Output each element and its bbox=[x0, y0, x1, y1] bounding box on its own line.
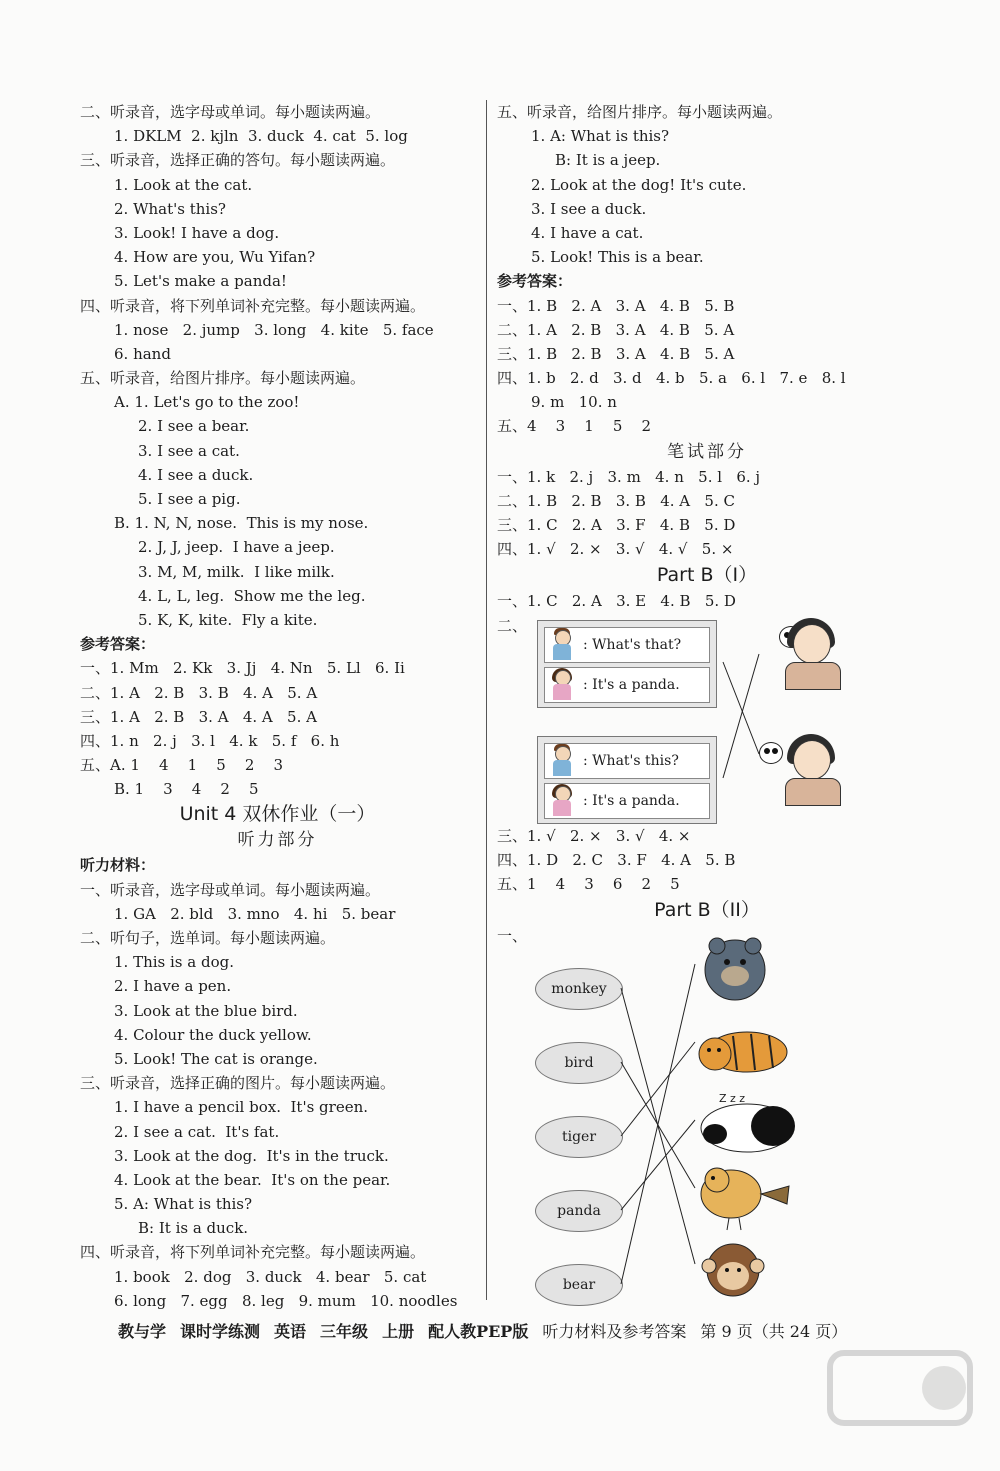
dialog-matching-diagram bbox=[497, 614, 917, 824]
dialog-question: : What's this? bbox=[583, 752, 679, 769]
footer-brand: 教与学 bbox=[118, 1321, 167, 1341]
text-line: 四、1. n 2. j 3. l 4. k 5. f 6. h bbox=[80, 731, 340, 750]
text-line: 三、1. B 2. B 3. A 4. B 5. A bbox=[497, 344, 735, 363]
part-b1-title: Part B（I） bbox=[656, 564, 758, 587]
footer-info: 听力材料及参考答案 bbox=[542, 1321, 687, 1341]
text-line: 4. How are you, Wu Yifan? bbox=[114, 248, 316, 267]
text-line: 1. A: What is this? bbox=[531, 127, 670, 146]
text-line: 听力材料： bbox=[80, 856, 156, 875]
text-line: 1. Look at the cat. bbox=[114, 175, 253, 194]
text-line: 5. I see a pig. bbox=[138, 490, 241, 508]
text-line: B: It is a jeep. bbox=[555, 151, 661, 170]
text-line: 五、4 3 1 5 2 bbox=[497, 417, 652, 436]
dialog-answer: : It's a panda. bbox=[583, 676, 680, 693]
left-column bbox=[80, 100, 475, 1313]
text-line: 二、听句子，选单词。每小题读两遍。 bbox=[80, 929, 336, 947]
text-line: 5. Look! This is a bear. bbox=[531, 248, 704, 267]
footer-subject: 英语 bbox=[274, 1321, 307, 1341]
footer-series: 课时学练测 bbox=[180, 1321, 261, 1341]
text-line: 三、听录音，选择正确的答句。每小题读两遍。 bbox=[80, 151, 396, 170]
text-line: 参考答案： bbox=[80, 635, 156, 654]
text-line: 四、1. D 2. C 3. F 4. A 5. B bbox=[497, 850, 736, 869]
text-line: A. 1. Let's go to the zoo! bbox=[114, 393, 300, 412]
text-line: 2. I see a bear. bbox=[138, 417, 250, 436]
unit-title: Unit 4 双休作业（一） bbox=[179, 803, 376, 826]
part-b2-title: Part B（II） bbox=[654, 899, 760, 922]
text-line: 2. I have a pen. bbox=[114, 977, 232, 996]
text-line: 1. GA 2. bld 3. mno 4. hi 5. bear bbox=[114, 904, 396, 923]
text-line: 6. long 7. egg 8. leg 9. mum 10. noodles bbox=[114, 1291, 458, 1310]
text-line: 5. K, K, kite. Fly a kite. bbox=[138, 610, 318, 629]
text-line: 3. M, M, milk. I like milk. bbox=[138, 562, 335, 581]
written-section-title: 笔试部分 bbox=[667, 441, 747, 462]
column-divider bbox=[486, 100, 487, 1300]
text-line: 一、1. B 2. A 3. A 4. B 5. B bbox=[497, 296, 735, 315]
text-line: 4. Colour the duck yellow. bbox=[114, 1025, 312, 1044]
text-line: 9. m 10. n bbox=[531, 393, 617, 412]
text-line: 四、1. b 2. d 3. d 4. b 5. a 6. l 7. e 8. l bbox=[497, 369, 846, 388]
text-line: 二、1. A 2. B 3. A 4. B 5. A bbox=[497, 320, 735, 339]
footer-volume: 上册 bbox=[382, 1321, 415, 1341]
text-line: 一、1. C 2. A 3. E 4. B 5. D bbox=[497, 592, 736, 611]
text-line: 三、听录音，选择正确的图片。每小题读两遍。 bbox=[80, 1074, 396, 1093]
text-line: 2. Look at the dog! It's cute. bbox=[531, 175, 747, 194]
dialog-answer: : It's a panda. bbox=[583, 792, 680, 809]
text-line: 5. Let's make a panda! bbox=[114, 272, 287, 291]
listening-section-title: 听力部分 bbox=[237, 830, 318, 851]
text-line: 2. I see a cat. It's fat. bbox=[114, 1122, 280, 1141]
text-line: 二、1. A 2. B 3. B 4. A 5. A bbox=[80, 683, 318, 702]
text-line: 5. A: What is this? bbox=[114, 1195, 253, 1214]
tiger-icon bbox=[699, 1032, 787, 1072]
animal-matching-diagram bbox=[497, 924, 917, 1304]
text-line: B. 1 3 4 2 5 bbox=[114, 780, 259, 799]
word-oval: bear bbox=[535, 1264, 623, 1306]
text-line: 4. L, L, leg. Show me the leg. bbox=[138, 586, 366, 605]
text-line: 3. I see a cat. bbox=[138, 441, 240, 460]
bear-icon bbox=[705, 938, 765, 1000]
watermark-logo bbox=[820, 1333, 980, 1453]
text-line: 3. Look at the blue bird. bbox=[114, 1001, 298, 1020]
text-line: 1. This is a dog. bbox=[114, 953, 234, 972]
animal-matching-lines bbox=[497, 924, 917, 1304]
text-line: 一、1. k 2. j 3. m 4. n 5. l 6. j bbox=[497, 467, 761, 486]
text-line: 1. DKLM 2. kjln 3. duck 4. cat 5. log bbox=[114, 127, 408, 146]
panda-icon bbox=[701, 1092, 795, 1152]
footer-page: 第 9 页（共 24 页） bbox=[700, 1321, 848, 1341]
text-line: 4. Look at the bear. It's on the pear. bbox=[114, 1170, 391, 1189]
girl-with-panda-picture bbox=[759, 616, 859, 688]
right-column bbox=[497, 100, 917, 1304]
word-oval: panda bbox=[535, 1190, 623, 1232]
text-line: 参考答案： bbox=[497, 272, 573, 291]
page-footer bbox=[118, 1315, 898, 1345]
text-line: 四、听录音，将下列单词补充完整。每小题读两遍。 bbox=[80, 1243, 426, 1262]
text-line: 二、听录音，选字母或单词。每小题读两遍。 bbox=[80, 103, 381, 121]
svg-text:Z z z: Z z z bbox=[719, 1092, 746, 1106]
text-line: 3. Look! I have a dog. bbox=[114, 223, 280, 242]
text-line: 3. I see a duck. bbox=[531, 199, 647, 218]
text-line: 四、听录音，将下列单词补充完整。每小题读两遍。 bbox=[80, 296, 426, 315]
text-line: B: It is a duck. bbox=[138, 1219, 249, 1238]
text-line: 1. book 2. dog 3. duck 4. bear 5. cat bbox=[114, 1267, 427, 1286]
text-line: 4. I have a cat. bbox=[531, 223, 644, 242]
text-line: 三、1. A 2. B 3. A 4. A 5. A bbox=[80, 707, 317, 726]
text-line: 二、1. B 2. B 3. B 4. A 5. C bbox=[497, 491, 735, 510]
text-line: 五、听录音，给图片排序。每小题读两遍。 bbox=[497, 103, 783, 121]
text-line: 1. nose 2. jump 3. long 4. kite 5. face bbox=[114, 320, 434, 339]
item2-label: 二、 bbox=[497, 616, 528, 635]
text-line: 五、听录音，给图片排序。每小题读两遍。 bbox=[80, 369, 366, 388]
footer-grade: 三年级 bbox=[320, 1321, 369, 1341]
text-line: 2. J, J, jeep. I have a jeep. bbox=[138, 538, 335, 557]
text-line: 三、1. √ 2. × 3. √ 4. × bbox=[497, 826, 691, 845]
text-line: 五、A. 1 4 1 5 2 3 bbox=[80, 756, 283, 775]
text-line: 三、1. C 2. A 3. F 4. B 5. D bbox=[497, 516, 736, 534]
text-line: 一、1. Mm 2. Kk 3. Jj 4. Nn 5. Ll 6. Ii bbox=[80, 659, 405, 678]
text-line: B. 1. N, N, nose. This is my nose. bbox=[114, 514, 369, 533]
footer-edition: 配人教PEP版 bbox=[428, 1321, 529, 1341]
text-line: 3. Look at the dog. It's in the truck. bbox=[114, 1146, 389, 1165]
text-line: 5. Look! The cat is orange. bbox=[114, 1049, 318, 1068]
word-oval: bird bbox=[535, 1042, 623, 1084]
monkey-icon bbox=[702, 1244, 764, 1296]
text-line: 五、1 4 3 6 2 5 bbox=[497, 874, 680, 893]
text-line: 6. hand bbox=[114, 344, 171, 363]
dialog-question: : What's that? bbox=[583, 636, 682, 653]
item1-label: 一、 bbox=[497, 927, 528, 946]
girl-pointing-panda-picture bbox=[759, 732, 859, 804]
text-line: 4. I see a duck. bbox=[138, 465, 254, 484]
text-line: 1. I have a pencil box. It's green. bbox=[114, 1098, 369, 1117]
text-line: 一、听录音，选字母或单词。每小题读两遍。 bbox=[80, 880, 381, 899]
text-line: 2. What's this? bbox=[114, 199, 226, 218]
word-oval: monkey bbox=[535, 968, 623, 1010]
word-oval: tiger bbox=[535, 1116, 623, 1158]
text-line: 四、1. √ 2. × 3. √ 4. √ 5. × bbox=[497, 540, 734, 559]
bird-icon bbox=[701, 1168, 789, 1230]
